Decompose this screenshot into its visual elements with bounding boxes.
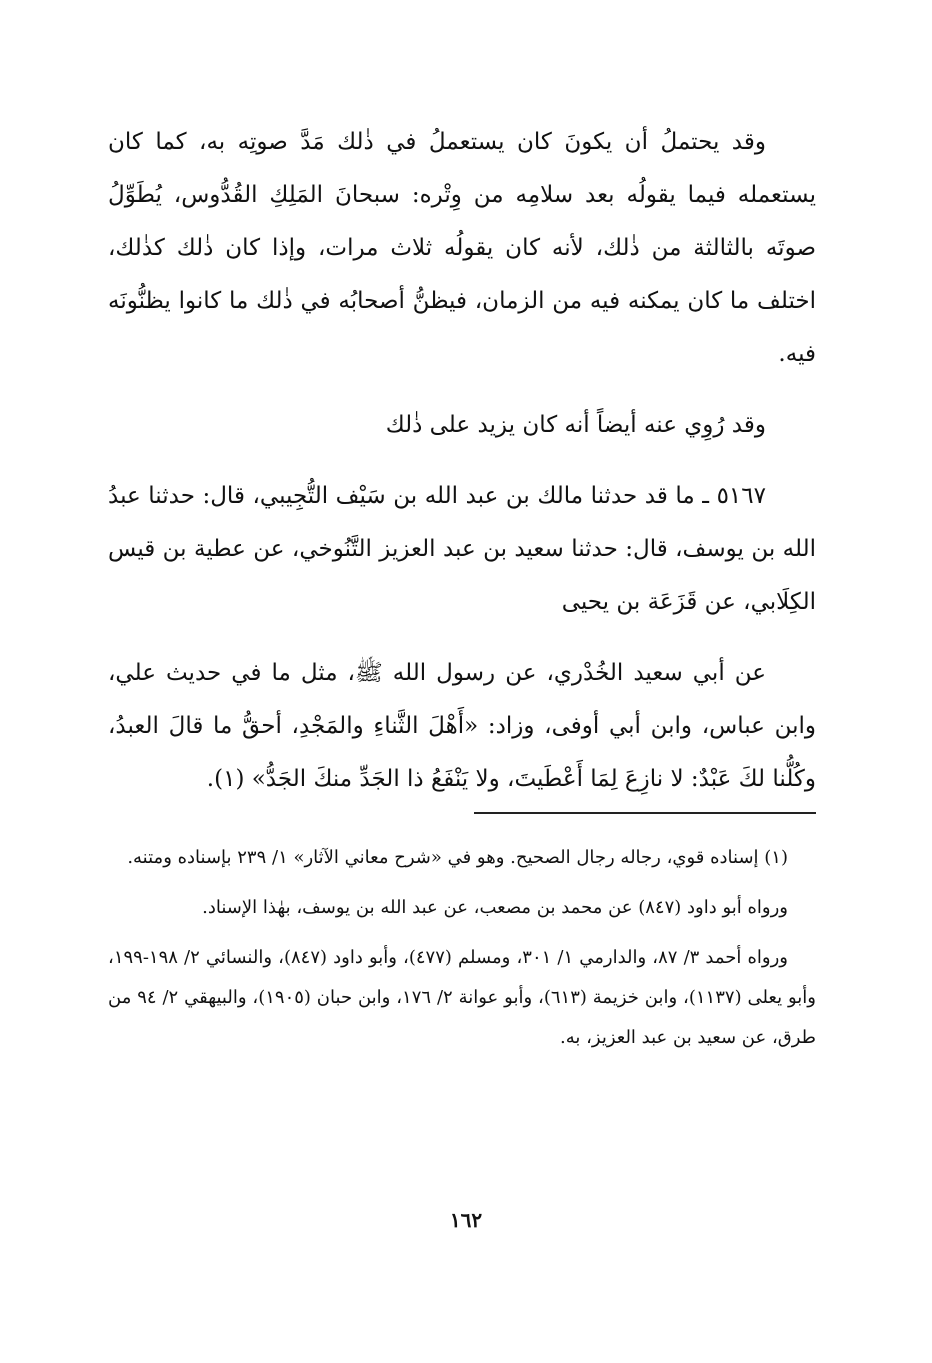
main-text	[108, 116, 816, 806]
page-number: ١٦٢	[449, 1208, 483, 1232]
footnote-1: (١) إسناده قوي، رجاله رجال الصحيح. وهو في «شرح معاني الآثار» ١/ ٢٣٩ بإسناده ومتنه.	[127, 847, 788, 868]
footnote-sources: ورواه أحمد ٣/ ٨٧، والدارمي ١/ ٣٠١، ومسلم (٤٧٧)، وأبو داود (٨٤٧)، والنسائي ٢/ ١٩٨-١٩٩، وأبو يعلى (١١٣٧)، وابن خزيمة (٦١٣)، وأبو عوانة ٢/ ١٧٦، وابن حبان (١٩٠٥)، والبيهقي ٢/ ٩٤ من طرق، عن سعيد بن عبد العزيز، به.	[108, 947, 816, 1048]
paragraph-commentary: وقد يحتملُ أن يكونَ كان يستعملُ في ذٰلك مَدَّ صوتِه به، كما كان يستعمله فيما يقولُه بعد سلامِه من وِتْره: سبحانَ المَلِكِ القُدُّوس، يُطَوِّلُ صوتَه بالثالثة من ذٰلك، لأنه كان يقولُه ثلاث مرات، وإذا كان ذٰلك كذٰلك، اختلف ما كان يمكنه فيه من الزمان، فيظنُّ أصحابُه في ذٰلك ما كانوا يظنُّونَه فيه.	[108, 129, 816, 367]
footnote-abu-dawud: ورواه أبو داود (٨٤٧) عن محمد بن مصعب، عن عبد الله بن يوسف، بهٰذا الإسناد.	[202, 897, 788, 918]
paragraph-hadith-text: عن أبي سعيد الخُدْري، عن رسول الله ﷺ، مثل ما في حديث علي، وابن عباس، وابن أبي أوفى، وزاد: «أَهْلَ الثَّناءِ والمَجْدِ، أحقُّ ما قالَ العبدُ، وكُلُّنا لكَ عَبْدٌ: لا نازِعَ لِمَا أَعْطَيتَ، ولا يَنْفَعُ ذا الجَدِّ منكَ الجَدُّ» (١).	[108, 660, 816, 792]
paragraph-hadith-chain: ٥١٦٧ ـ ما قد حدثنا مالك بن عبد الله بن سَيْف التُّجِيبي، قال: حدثنا عبدُ الله بن يوسف، قال: حدثنا سعيد بن عبد العزيز التَّنُوخي، عن عطية بن قيس الكِلَابي، عن قَزَعَة بن يحيى	[108, 483, 816, 615]
paragraph-transition: وقد رُوِي عنه أيضاً أنه كان يزيد على ذٰلك	[385, 412, 766, 438]
footnote-divider	[474, 812, 816, 814]
footnotes	[108, 838, 816, 1058]
